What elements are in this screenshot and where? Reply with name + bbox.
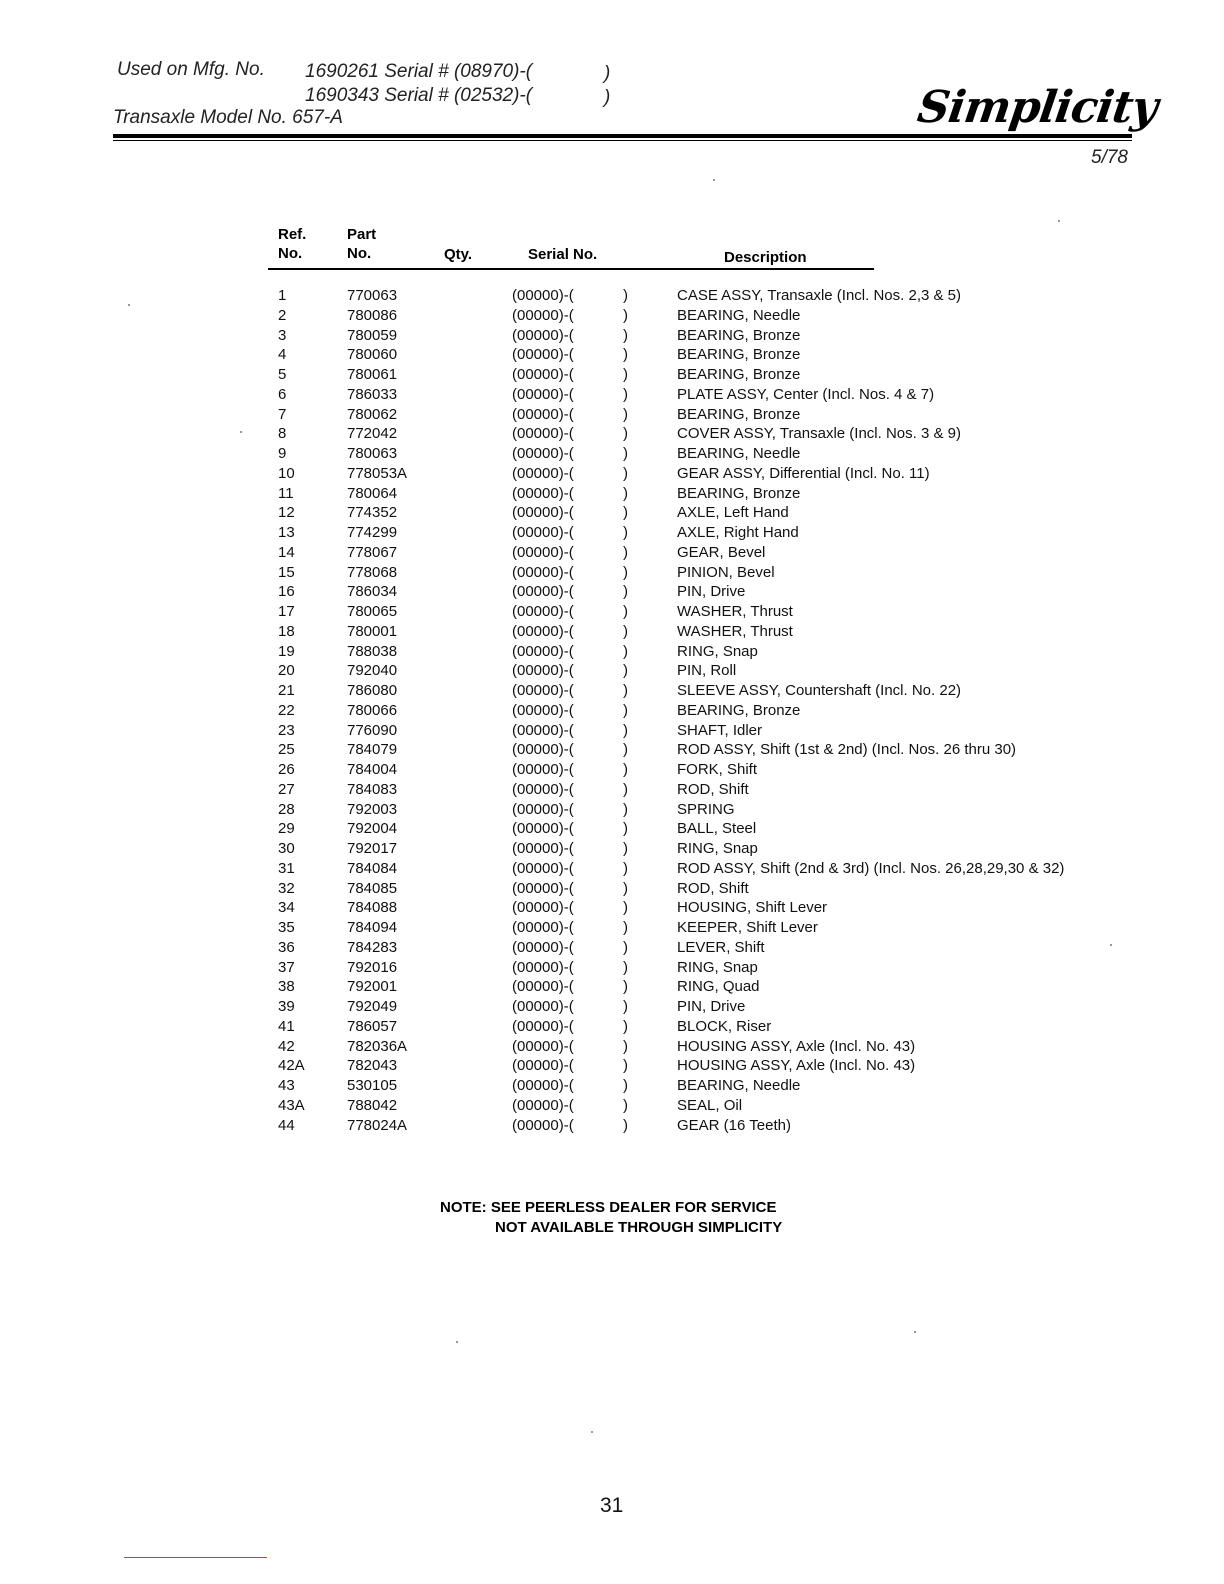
part-no-cell: 784084 bbox=[347, 859, 398, 877]
serial-close-paren: ) bbox=[623, 938, 628, 956]
ref-no-cell: 9 bbox=[278, 445, 287, 462]
part-no-cell: 786034 bbox=[347, 583, 398, 601]
description-cell: BEARING, Needle bbox=[677, 445, 801, 462]
part-no-cell: 770063 bbox=[347, 287, 398, 304]
description-cell: BEARING, Bronze bbox=[677, 366, 801, 383]
part-no-cell: 772042 bbox=[347, 425, 398, 443]
serial-close-paren: ) bbox=[623, 484, 628, 502]
part-no-cell: 780086 bbox=[347, 306, 398, 324]
description-cell: ROD ASSY, Shift (2nd & 3rd) (Incl. Nos. 26,28,29,30 & 32) bbox=[677, 859, 1065, 877]
serial-no-cell: (00000)-( bbox=[512, 1017, 574, 1035]
header-rule bbox=[113, 134, 1132, 138]
ref-no-cell: 30 bbox=[278, 840, 295, 857]
serial-no-cell: (00000)-( bbox=[512, 662, 574, 680]
serial-close-paren: ) bbox=[623, 682, 628, 699]
scan-speck bbox=[1110, 944, 1112, 946]
serial-close-paren: ) bbox=[623, 622, 628, 640]
serial-close-paren: ) bbox=[623, 1017, 628, 1035]
ref-no-cell: 23 bbox=[278, 721, 295, 739]
serial-no-cell: (00000)-( bbox=[512, 701, 574, 719]
serial-close-paren: ) bbox=[623, 879, 628, 897]
ref-no-cell: 32 bbox=[278, 879, 295, 897]
ref-no-cell: 37 bbox=[278, 958, 295, 976]
description-cell: SHAFT, Idler bbox=[677, 721, 763, 739]
table-row bbox=[0, 1017, 1224, 1037]
serial-close-paren: ) bbox=[623, 445, 628, 462]
description-cell: WASHER, Thrust bbox=[677, 622, 793, 640]
serial-no-cell: (00000)-( bbox=[512, 445, 574, 462]
serial-close-paren: ) bbox=[623, 464, 628, 482]
ref-no-cell: 7 bbox=[278, 405, 287, 423]
serial-no-cell: (00000)-( bbox=[512, 741, 574, 759]
description-cell: ROD, Shift bbox=[677, 879, 749, 897]
mfg-serial-close-1: ) bbox=[604, 63, 611, 84]
serial-no-cell: (00000)-( bbox=[512, 879, 574, 897]
ref-no-cell: 21 bbox=[278, 682, 295, 699]
part-no-cell: 784085 bbox=[347, 879, 398, 897]
col-qty: Qty. bbox=[444, 246, 473, 263]
ref-no-cell: 25 bbox=[278, 741, 295, 759]
table-row bbox=[0, 819, 1224, 839]
table-row bbox=[0, 1056, 1224, 1076]
ref-no-cell: 5 bbox=[278, 366, 287, 383]
ref-no-cell: 2 bbox=[278, 306, 287, 324]
description-cell: BEARING, Bronze bbox=[677, 346, 801, 364]
part-no-cell: 780059 bbox=[347, 326, 398, 344]
description-cell: PIN, Drive bbox=[677, 998, 746, 1015]
serial-no-cell: (00000)-( bbox=[512, 622, 574, 640]
ref-no-cell: 16 bbox=[278, 583, 295, 601]
serial-close-paren: ) bbox=[623, 958, 628, 976]
serial-close-paren: ) bbox=[623, 1037, 628, 1055]
part-no-cell: 778053A bbox=[347, 464, 408, 482]
ref-no-cell: 12 bbox=[278, 504, 295, 522]
description-cell: BEARING, Needle bbox=[677, 306, 801, 324]
ref-no-cell: 26 bbox=[278, 761, 295, 778]
serial-close-paren: ) bbox=[623, 425, 628, 443]
description-cell: HOUSING ASSY, Axle (Incl. No. 43) bbox=[677, 1057, 916, 1075]
table-row bbox=[0, 286, 1224, 306]
serial-no-cell: (00000)-( bbox=[512, 287, 574, 304]
description-cell: SLEEVE ASSY, Countershaft (Incl. No. 22) bbox=[677, 682, 962, 699]
table-row bbox=[0, 523, 1224, 543]
serial-no-cell: (00000)-( bbox=[512, 385, 574, 403]
mfg-serial-line-1: 1690261 Serial # (08970)-( bbox=[305, 61, 533, 82]
ref-no-cell: 8 bbox=[278, 425, 287, 443]
serial-no-cell: (00000)-( bbox=[512, 326, 574, 344]
part-no-cell: 784088 bbox=[347, 899, 398, 917]
ref-no-cell: 6 bbox=[278, 385, 287, 403]
part-no-cell: 778068 bbox=[347, 563, 398, 581]
description-cell: BEARING, Bronze bbox=[677, 405, 801, 423]
part-no-cell: 782036A bbox=[347, 1037, 408, 1055]
table-row bbox=[0, 740, 1224, 760]
table-row bbox=[0, 977, 1224, 997]
table-row bbox=[0, 958, 1224, 978]
serial-no-cell: (00000)-( bbox=[512, 366, 574, 383]
serial-close-paren: ) bbox=[623, 919, 628, 936]
serial-close-paren: ) bbox=[623, 346, 628, 364]
footer-line bbox=[124, 1557, 267, 1558]
part-no-cell: 792017 bbox=[347, 840, 398, 857]
revision-date: 5/78 bbox=[1091, 147, 1128, 168]
serial-no-cell: (00000)-( bbox=[512, 1116, 574, 1134]
part-no-cell: 792049 bbox=[347, 998, 398, 1015]
serial-no-cell: (00000)-( bbox=[512, 840, 574, 857]
serial-close-paren: ) bbox=[623, 543, 628, 561]
serial-close-paren: ) bbox=[623, 603, 628, 620]
part-no-cell: 784094 bbox=[347, 919, 398, 936]
service-note-line-1: NOTE: SEE PEERLESS DEALER FOR SERVICE bbox=[440, 1199, 777, 1216]
description-cell: ROD, Shift bbox=[677, 780, 749, 798]
part-no-cell: 792016 bbox=[347, 958, 398, 976]
description-cell: BALL, Steel bbox=[677, 820, 757, 838]
ref-no-cell: 42A bbox=[278, 1057, 305, 1075]
table-row bbox=[0, 661, 1224, 681]
part-no-cell: 774299 bbox=[347, 524, 398, 541]
part-no-cell: 780060 bbox=[347, 346, 398, 364]
description-cell: GEAR ASSY, Differential (Incl. No. 11) bbox=[677, 464, 930, 482]
serial-close-paren: ) bbox=[623, 1116, 628, 1134]
serial-close-paren: ) bbox=[623, 287, 628, 304]
part-no-cell: 786033 bbox=[347, 385, 398, 403]
scan-speck bbox=[591, 1431, 593, 1433]
serial-no-cell: (00000)-( bbox=[512, 800, 574, 818]
part-no-cell: 788038 bbox=[347, 642, 398, 660]
col-ref-no: Ref. No. bbox=[278, 226, 307, 262]
serial-close-paren: ) bbox=[623, 524, 628, 541]
part-no-cell: 780061 bbox=[347, 366, 398, 383]
table-row bbox=[0, 859, 1224, 879]
table-row bbox=[0, 1096, 1224, 1116]
service-note-line-2: NOT AVAILABLE THROUGH SIMPLICITY bbox=[495, 1219, 783, 1236]
description-cell: BEARING, Bronze bbox=[677, 701, 801, 719]
ref-no-cell: 28 bbox=[278, 800, 295, 818]
description-cell: RING, Snap bbox=[677, 642, 758, 660]
part-no-cell: 780001 bbox=[347, 622, 398, 640]
serial-close-paren: ) bbox=[623, 800, 628, 818]
table-row bbox=[0, 405, 1224, 425]
transaxle-model: Transaxle Model No. 657-A bbox=[113, 107, 343, 128]
ref-no-cell: 36 bbox=[278, 938, 295, 956]
serial-close-paren: ) bbox=[623, 504, 628, 522]
serial-no-cell: (00000)-( bbox=[512, 998, 574, 1015]
serial-close-paren: ) bbox=[623, 701, 628, 719]
serial-no-cell: (00000)-( bbox=[512, 978, 574, 996]
serial-no-cell: (00000)-( bbox=[512, 1096, 574, 1114]
serial-no-cell: (00000)-( bbox=[512, 603, 574, 620]
ref-no-cell: 20 bbox=[278, 662, 295, 680]
serial-no-cell: (00000)-( bbox=[512, 938, 574, 956]
serial-close-paren: ) bbox=[623, 899, 628, 917]
description-cell: BEARING, Bronze bbox=[677, 326, 801, 344]
description-cell: FORK, Shift bbox=[677, 761, 758, 778]
serial-close-paren: ) bbox=[623, 1096, 628, 1114]
table-row bbox=[0, 642, 1224, 662]
serial-close-paren: ) bbox=[623, 583, 628, 601]
serial-no-cell: (00000)-( bbox=[512, 484, 574, 502]
ref-no-cell: 18 bbox=[278, 622, 295, 640]
serial-no-cell: (00000)-( bbox=[512, 899, 574, 917]
ref-no-cell: 43A bbox=[278, 1096, 305, 1114]
description-cell: RING, Snap bbox=[677, 958, 758, 976]
table-row bbox=[0, 997, 1224, 1017]
part-no-cell: 784004 bbox=[347, 761, 398, 778]
table-row bbox=[0, 543, 1224, 563]
table-row bbox=[0, 464, 1224, 484]
ref-no-cell: 1 bbox=[278, 287, 287, 304]
ref-no-cell: 42 bbox=[278, 1037, 295, 1055]
description-cell: BLOCK, Riser bbox=[677, 1017, 772, 1035]
description-cell: WASHER, Thrust bbox=[677, 603, 793, 620]
part-no-cell: 780065 bbox=[347, 603, 398, 620]
description-cell: PIN, Roll bbox=[677, 662, 737, 680]
header-rule-thin bbox=[113, 140, 1132, 141]
serial-close-paren: ) bbox=[623, 306, 628, 324]
table-row bbox=[0, 365, 1224, 385]
part-no-cell: 774352 bbox=[347, 504, 398, 522]
ref-no-cell: 34 bbox=[278, 899, 295, 917]
serial-no-cell: (00000)-( bbox=[512, 346, 574, 364]
serial-close-paren: ) bbox=[623, 761, 628, 778]
description-cell: PLATE ASSY, Center (Incl. Nos. 4 & 7) bbox=[677, 385, 935, 403]
serial-no-cell: (00000)-( bbox=[512, 919, 574, 936]
table-row bbox=[0, 721, 1224, 741]
table-row bbox=[0, 622, 1224, 642]
table-row bbox=[0, 503, 1224, 523]
description-cell: AXLE, Right Hand bbox=[677, 524, 799, 541]
serial-close-paren: ) bbox=[623, 721, 628, 739]
table-row bbox=[0, 681, 1224, 701]
table-header-rule bbox=[268, 268, 874, 270]
table-row bbox=[0, 879, 1224, 899]
serial-close-paren: ) bbox=[623, 1057, 628, 1075]
table-row bbox=[0, 326, 1224, 346]
serial-close-paren: ) bbox=[623, 405, 628, 423]
scan-speck bbox=[240, 431, 242, 433]
description-cell: COVER ASSY, Transaxle (Incl. Nos. 3 & 9) bbox=[677, 425, 962, 443]
table-row bbox=[0, 938, 1224, 958]
part-no-cell: 792040 bbox=[347, 662, 398, 680]
serial-close-paren: ) bbox=[623, 642, 628, 660]
serial-close-paren: ) bbox=[623, 859, 628, 877]
table-row bbox=[0, 760, 1224, 780]
serial-close-paren: ) bbox=[623, 820, 628, 838]
description-cell: PINION, Bevel bbox=[677, 563, 775, 581]
part-no-cell: 778024A bbox=[347, 1116, 408, 1134]
serial-close-paren: ) bbox=[623, 366, 628, 383]
serial-no-cell: (00000)-( bbox=[512, 1077, 574, 1094]
ref-no-cell: 41 bbox=[278, 1017, 295, 1035]
scan-speck bbox=[456, 1341, 458, 1343]
serial-no-cell: (00000)-( bbox=[512, 563, 574, 581]
description-cell: SEAL, Oil bbox=[677, 1096, 743, 1114]
table-row bbox=[0, 839, 1224, 859]
serial-close-paren: ) bbox=[623, 326, 628, 344]
part-no-cell: 782043 bbox=[347, 1057, 398, 1075]
table-row bbox=[0, 444, 1224, 464]
serial-no-cell: (00000)-( bbox=[512, 405, 574, 423]
part-no-cell: 786057 bbox=[347, 1017, 398, 1035]
ref-no-cell: 11 bbox=[278, 484, 294, 502]
serial-no-cell: (00000)-( bbox=[512, 464, 574, 482]
serial-no-cell: (00000)-( bbox=[512, 958, 574, 976]
serial-no-cell: (00000)-( bbox=[512, 780, 574, 798]
description-cell: GEAR, Bevel bbox=[677, 543, 766, 561]
ref-no-cell: 19 bbox=[278, 642, 295, 660]
serial-close-paren: ) bbox=[623, 840, 628, 857]
serial-no-cell: (00000)-( bbox=[512, 543, 574, 561]
table-row bbox=[0, 385, 1224, 405]
part-no-cell: 792004 bbox=[347, 820, 398, 838]
part-no-cell: 780066 bbox=[347, 701, 398, 719]
serial-close-paren: ) bbox=[623, 662, 628, 680]
serial-close-paren: ) bbox=[623, 998, 628, 1015]
description-cell: HOUSING ASSY, Axle (Incl. No. 43) bbox=[677, 1037, 916, 1055]
ref-no-cell: 43 bbox=[278, 1077, 295, 1094]
col-part-no: Part No. bbox=[347, 226, 377, 262]
description-cell: RING, Quad bbox=[677, 978, 760, 996]
serial-no-cell: (00000)-( bbox=[512, 682, 574, 699]
serial-no-cell: (00000)-( bbox=[512, 859, 574, 877]
description-cell: AXLE, Left Hand bbox=[677, 504, 789, 522]
table-row bbox=[0, 918, 1224, 938]
part-no-cell: 778067 bbox=[347, 543, 398, 561]
table-row bbox=[0, 1116, 1224, 1136]
table-row bbox=[0, 484, 1224, 504]
ref-no-cell: 3 bbox=[278, 326, 287, 344]
serial-no-cell: (00000)-( bbox=[512, 721, 574, 739]
serial-no-cell: (00000)-( bbox=[512, 504, 574, 522]
part-no-cell: 784083 bbox=[347, 780, 398, 798]
mfg-serial-line-2: 1690343 Serial # (02532)-( bbox=[305, 85, 533, 106]
serial-close-paren: ) bbox=[623, 563, 628, 581]
table-row bbox=[0, 563, 1224, 583]
serial-close-paren: ) bbox=[623, 385, 628, 403]
description-cell: KEEPER, Shift Lever bbox=[677, 919, 818, 936]
description-cell: HOUSING, Shift Lever bbox=[677, 899, 828, 917]
col-serial-no: Serial No. bbox=[528, 246, 598, 263]
ref-no-cell: 10 bbox=[278, 464, 295, 482]
table-row bbox=[0, 306, 1224, 326]
table-row bbox=[0, 345, 1224, 365]
part-no-cell: 784283 bbox=[347, 938, 398, 956]
scan-speck bbox=[128, 304, 130, 306]
part-no-cell: 780063 bbox=[347, 445, 398, 462]
table-row bbox=[0, 602, 1224, 622]
description-cell: BEARING, Needle bbox=[677, 1077, 801, 1094]
ref-no-cell: 31 bbox=[278, 859, 295, 877]
table-row bbox=[0, 582, 1224, 602]
scan-speck bbox=[914, 1331, 916, 1333]
ref-no-cell: 35 bbox=[278, 919, 295, 936]
serial-close-paren: ) bbox=[623, 741, 628, 759]
ref-no-cell: 27 bbox=[278, 780, 295, 798]
col-description: Description bbox=[724, 249, 807, 266]
scan-speck bbox=[1058, 220, 1060, 222]
serial-no-cell: (00000)-( bbox=[512, 761, 574, 778]
serial-no-cell: (00000)-( bbox=[512, 524, 574, 541]
simplicity-logo: Simplicity bbox=[914, 82, 1161, 133]
table-row bbox=[0, 780, 1224, 800]
part-no-cell: 786080 bbox=[347, 682, 398, 699]
table-row bbox=[0, 898, 1224, 918]
parts-table bbox=[0, 286, 1224, 1135]
page-number: 31 bbox=[600, 1494, 624, 1517]
serial-close-paren: ) bbox=[623, 1077, 628, 1094]
description-cell: PIN, Drive bbox=[677, 583, 746, 601]
table-row bbox=[0, 800, 1224, 820]
description-cell: ROD ASSY, Shift (1st & 2nd) (Incl. Nos. 26 thru 30) bbox=[677, 741, 1017, 759]
part-no-cell: 784079 bbox=[347, 741, 398, 759]
ref-no-cell: 4 bbox=[278, 346, 287, 364]
serial-close-paren: ) bbox=[623, 978, 628, 996]
table-row bbox=[0, 1076, 1224, 1096]
ref-no-cell: 38 bbox=[278, 978, 295, 996]
part-no-cell: 780064 bbox=[347, 484, 398, 502]
table-row bbox=[0, 1037, 1224, 1057]
ref-no-cell: 44 bbox=[278, 1116, 295, 1134]
part-no-cell: 780062 bbox=[347, 405, 398, 423]
part-no-cell: 788042 bbox=[347, 1096, 398, 1114]
description-cell: RING, Snap bbox=[677, 840, 758, 857]
ref-no-cell: 39 bbox=[278, 998, 295, 1015]
table-row bbox=[0, 424, 1224, 444]
description-cell: SPRING bbox=[677, 800, 735, 818]
serial-close-paren: ) bbox=[623, 780, 628, 798]
serial-no-cell: (00000)-( bbox=[512, 1037, 574, 1055]
part-no-cell: 776090 bbox=[347, 721, 398, 739]
ref-no-cell: 15 bbox=[278, 563, 295, 581]
serial-no-cell: (00000)-( bbox=[512, 820, 574, 838]
mfg-serial-close-2: ) bbox=[604, 87, 611, 108]
used-on-mfg-label: Used on Mfg. No. bbox=[117, 59, 265, 80]
scan-speck bbox=[713, 179, 715, 181]
ref-no-cell: 22 bbox=[278, 701, 295, 719]
part-no-cell: 792003 bbox=[347, 800, 398, 818]
serial-no-cell: (00000)-( bbox=[512, 583, 574, 601]
serial-no-cell: (00000)-( bbox=[512, 642, 574, 660]
description-cell: BEARING, Bronze bbox=[677, 484, 801, 502]
description-cell: CASE ASSY, Transaxle (Incl. Nos. 2,3 & 5) bbox=[677, 287, 962, 304]
serial-no-cell: (00000)-( bbox=[512, 306, 574, 324]
serial-no-cell: (00000)-( bbox=[512, 1057, 574, 1075]
description-cell: GEAR (16 Teeth) bbox=[677, 1116, 791, 1134]
ref-no-cell: 14 bbox=[278, 543, 295, 561]
part-no-cell: 530105 bbox=[347, 1077, 398, 1094]
table-row bbox=[0, 701, 1224, 721]
serial-no-cell: (00000)-( bbox=[512, 425, 574, 443]
part-no-cell: 792001 bbox=[347, 978, 398, 996]
description-cell: LEVER, Shift bbox=[677, 938, 765, 956]
ref-no-cell: 29 bbox=[278, 820, 295, 838]
ref-no-cell: 17 bbox=[278, 603, 295, 620]
ref-no-cell: 13 bbox=[278, 524, 295, 541]
